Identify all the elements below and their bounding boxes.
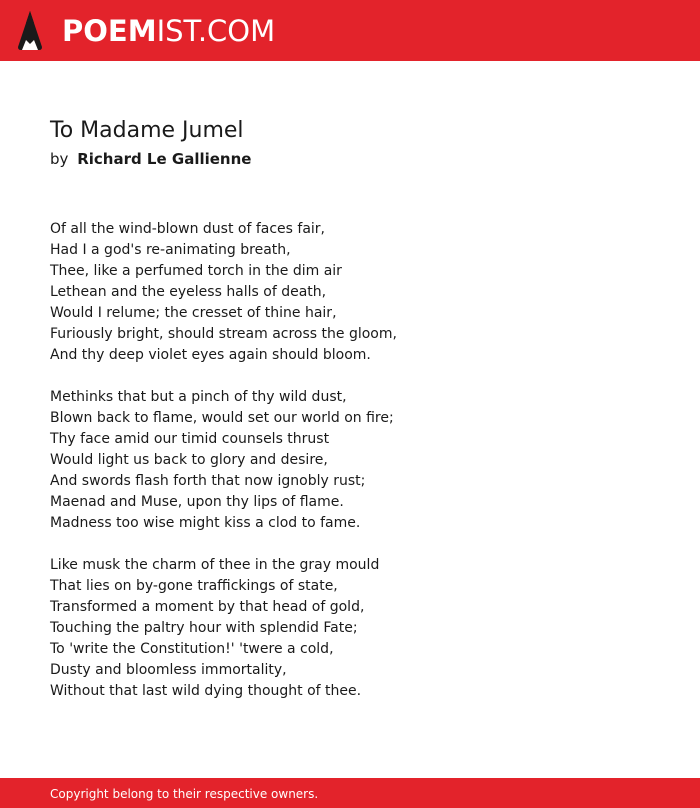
stanza: [50, 387, 397, 534]
poem-line: Thee, like a perfumed torch in the dim air: [50, 263, 342, 279]
poem-body: [50, 219, 397, 723]
poem-line: Without that last wild dying thought of thee.: [50, 683, 362, 699]
poem-line: Lethean and the eyeless halls of death,: [50, 284, 327, 300]
copyright-text: Copyright belong to their respective owners.: [50, 787, 319, 801]
poem-line: Would light us back to glory and desire,: [50, 452, 328, 468]
poem-line: Furiously bright, should stream across the gloom,: [50, 326, 397, 342]
poem-line: Maenad and Muse, upon thy lips of flame.: [50, 494, 344, 510]
poem-line: Madness too wise might kiss a clod to fame.: [50, 515, 361, 531]
poem-line: And swords flash forth that now ignobly rust;: [50, 473, 366, 489]
author-name: Richard Le Gallienne: [77, 150, 252, 168]
pencil-tip-icon[interactable]: [17, 10, 43, 51]
poem-title: To Madame Jumel: [50, 118, 244, 143]
poem-line: Of all the wind-blown dust of faces fair,: [50, 221, 326, 237]
poem-line: And thy deep violet eyes again should bloom.: [50, 347, 371, 363]
by-label: by: [50, 150, 69, 168]
poem-line: That lies on by-gone traffickings of state,: [50, 578, 338, 594]
poem-line: Touching the paltry hour with splendid Fate;: [50, 620, 358, 636]
poem-line: Methinks that but a pinch of thy wild dust,: [50, 389, 347, 405]
byline: [50, 149, 251, 169]
brand-bold: POEM: [62, 14, 157, 48]
poem-line: Transformed a moment by that head of gold,: [50, 599, 365, 615]
site-header: [0, 0, 700, 61]
stanza: [50, 219, 397, 366]
site-footer: [0, 778, 700, 808]
poem-line: Would I relume; the cresset of thine hair,: [50, 305, 337, 321]
poem-line: Dusty and bloomless immortality,: [50, 662, 287, 678]
poem-line: Blown back to flame, would set our world on fire;: [50, 410, 394, 426]
site-logo-text[interactable]: [62, 12, 275, 50]
poem-line: To 'write the Constitution!' 'twere a cold,: [50, 641, 334, 657]
poem-line: Had I a god's re-animating breath,: [50, 242, 291, 258]
poem-line: Thy face amid our timid counsels thrust: [50, 431, 330, 447]
poem-line: Like musk the charm of thee in the gray mould: [50, 557, 380, 573]
stanza: [50, 555, 397, 702]
brand-rest: IST.COM: [156, 14, 276, 48]
